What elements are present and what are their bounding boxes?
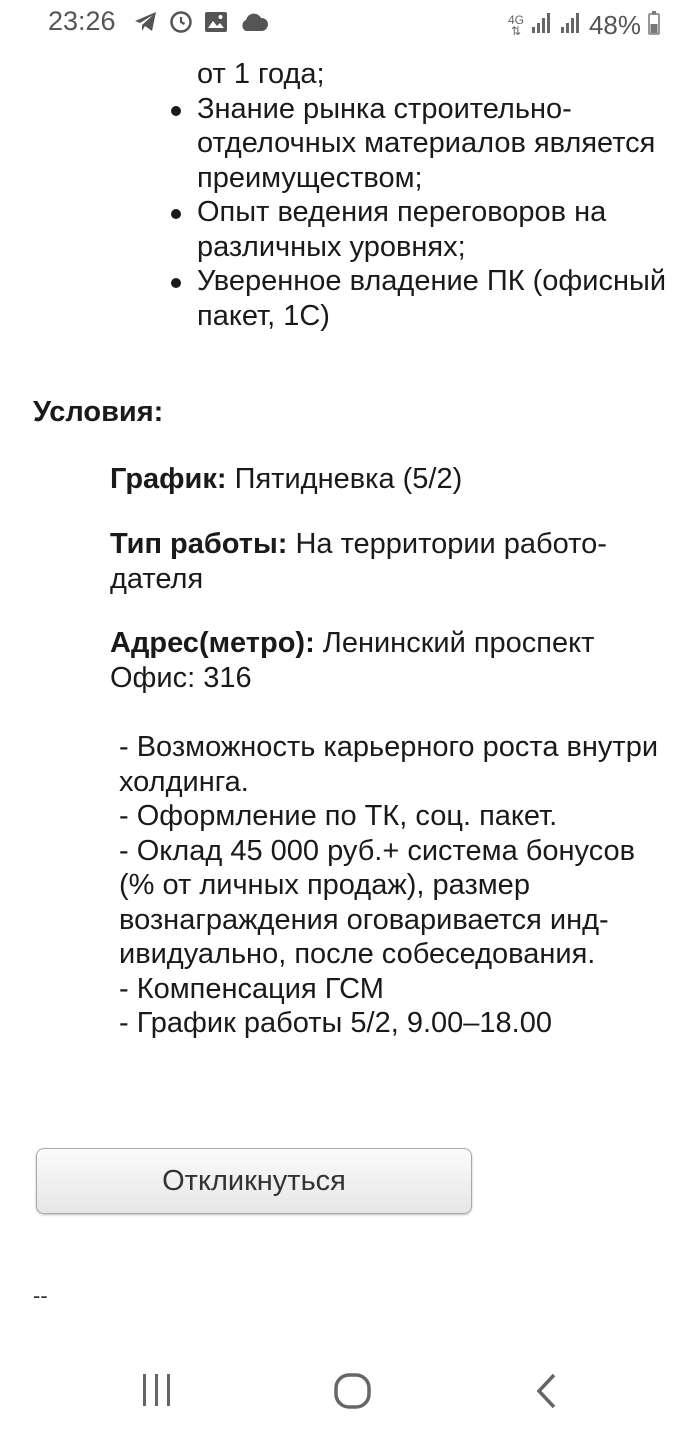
office-value: Офис: 316 [110, 661, 252, 694]
requirement-item [197, 42, 667, 92]
work-type-label: Тип работы: [110, 528, 288, 560]
respond-button[interactable]: Откликнуться [36, 1148, 472, 1214]
requirement-text: Опыт ведения переговоров на различных уровнях; [197, 196, 607, 263]
status-bar [0, 0, 700, 48]
gallery-icon [204, 11, 228, 38]
signature-separator: -- [33, 1283, 48, 1308]
address-value: Ленинский проспект [314, 627, 595, 659]
work-type-field [110, 527, 615, 596]
perk-item: - Оклад 45 000 руб.+ система бонусов (% от личных продаж), размер вознаграждения оговаривается инд-ивидуально, после собеседования. [119, 834, 636, 970]
address-label: Адрес(метро): [110, 627, 315, 659]
schedule-value: Пятидневка (5/2) [226, 463, 463, 495]
cloud-icon [239, 12, 269, 37]
requirement-text: от 1 года; [197, 58, 325, 90]
battery-percent: 48% [588, 10, 641, 40]
bullet-icon [171, 209, 181, 219]
network-type-icon: 4G ⇅ [507, 12, 524, 38]
status-right-icons [508, 10, 660, 41]
perk-item: - График работы 5/2, 9.00–18.00 [119, 1007, 552, 1039]
requirement-text: Уверенное владение ПК (офисный пакет, 1С) [197, 265, 667, 332]
status-time: 23:26 [48, 6, 116, 36]
perk-item: - Оформление по ТК, соц. пакет. [119, 800, 558, 832]
network-label: 4G [507, 12, 524, 27]
telegram-icon [134, 11, 158, 38]
home-icon[interactable] [333, 1372, 373, 1415]
requirement-item [197, 264, 667, 333]
navigation-bar [0, 1350, 700, 1439]
bullet-icon [171, 278, 181, 288]
address-field [110, 626, 640, 695]
perk-item: - Возможность карьерного роста внутри холдинга. [119, 731, 659, 798]
schedule-label: График: [110, 463, 227, 495]
requirement-item [197, 195, 667, 264]
schedule-field [110, 462, 640, 497]
alarm-clock-icon [169, 10, 193, 39]
perks-list [119, 730, 659, 1041]
back-icon[interactable] [532, 1372, 560, 1415]
recent-apps-icon[interactable] [140, 1372, 174, 1413]
bullet-icon [171, 106, 181, 116]
battery-icon [648, 11, 660, 40]
requirement-text: Знание рынка строительно-отделочных материалов является преимуществом; [197, 92, 656, 194]
perk-item: - Компенсация ГСМ [119, 972, 384, 1005]
requirements-list [197, 42, 667, 333]
conditions-heading: Условия: [33, 396, 164, 428]
work-type-value: На территории работо-дателя [110, 528, 607, 595]
signal-icon-2 [560, 12, 582, 39]
signal-icon-1 [531, 12, 553, 39]
status-left-icons [134, 10, 269, 39]
requirement-item [197, 92, 667, 196]
